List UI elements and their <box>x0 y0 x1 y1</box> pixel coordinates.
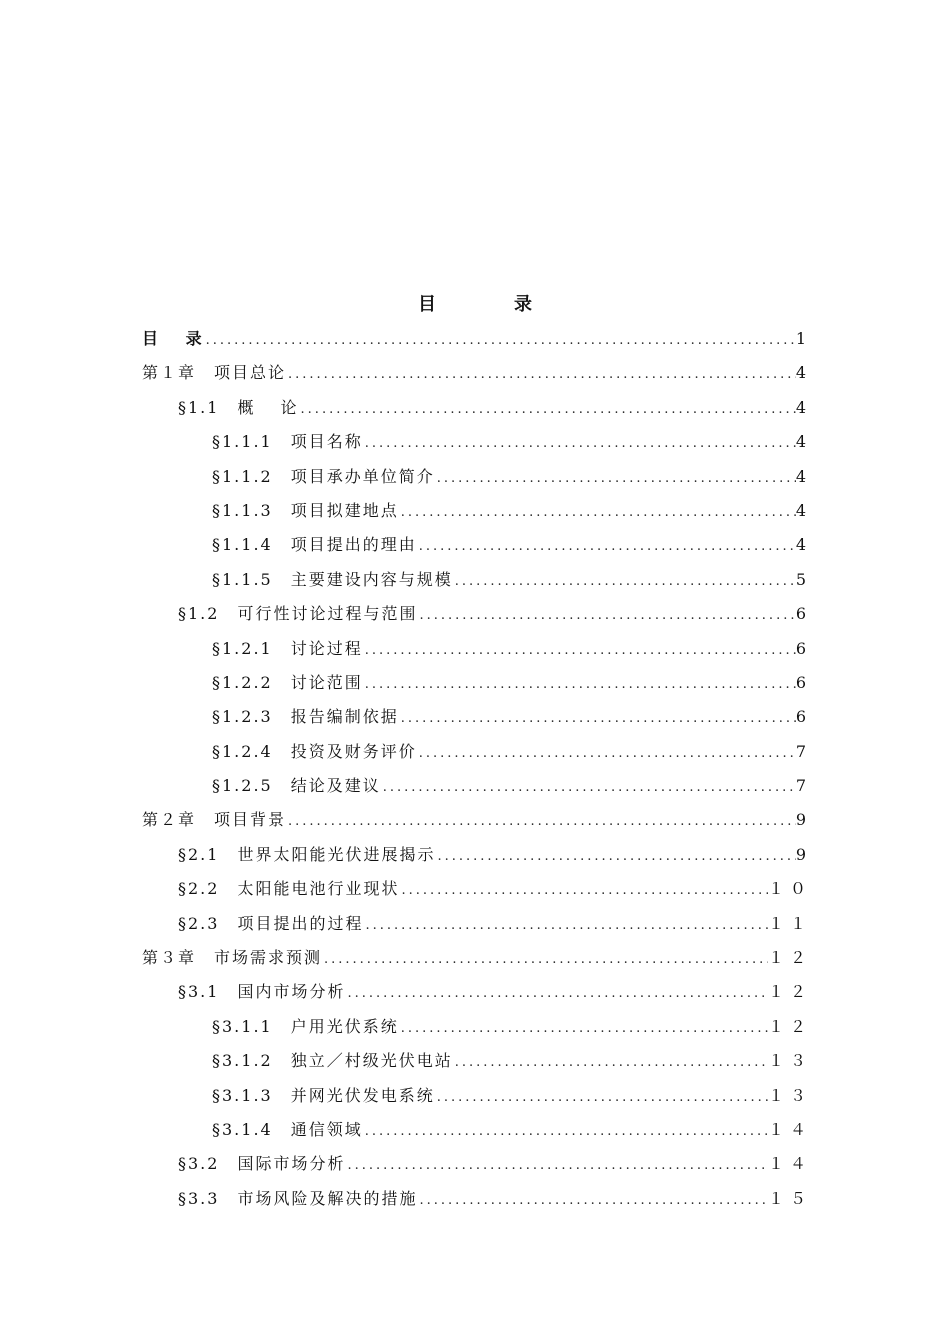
table-of-contents <box>142 322 812 1216</box>
toc-dot-leader <box>399 702 796 736</box>
toc-entry-label: §2.3 项目提出的过程 <box>178 913 364 933</box>
toc-dot-leader <box>435 840 795 874</box>
toc-dot-leader <box>363 634 796 668</box>
toc-dot-leader <box>399 874 768 908</box>
toc-entry-label: §1.1.3 项目拟建地点 <box>212 500 399 520</box>
toc-dot-leader <box>286 358 796 392</box>
toc-entry-label: §3.1.2 独立／村级光伏电站 <box>212 1051 453 1071</box>
toc-entry[interactable] <box>142 872 812 906</box>
toc-entry-label: 第２章 项目背景 <box>142 810 287 830</box>
toc-entry-page: １３ <box>767 1051 812 1071</box>
toc-entry-page: 4 <box>795 363 812 383</box>
toc-dot-leader <box>381 771 796 805</box>
toc-entry-page: １２ <box>767 1016 812 1036</box>
toc-entry-label: §2.2 太阳能电池行业现状 <box>178 879 400 899</box>
toc-entry-page: 4 <box>795 397 812 417</box>
toc-entry[interactable] <box>142 632 812 666</box>
toc-entry-page: １２ <box>767 948 812 968</box>
toc-dot-leader <box>299 393 796 427</box>
toc-entry[interactable] <box>142 838 812 872</box>
toc-entry-label: §1.1.4 项目提出的理由 <box>212 535 417 555</box>
toc-entry-page: １２ <box>767 982 812 1002</box>
toc-entry[interactable] <box>142 975 812 1009</box>
toc-entry-label: §3.1.1 户用光伏系统 <box>212 1016 399 1036</box>
toc-entry-page: 7 <box>795 776 812 796</box>
toc-entry-page: １４ <box>767 1119 812 1139</box>
toc-entry-page: １１ <box>767 913 812 933</box>
toc-entry[interactable] <box>142 1079 812 1113</box>
toc-entry-label: §3.3 市场风险及解决的措施 <box>178 1188 418 1208</box>
toc-entry[interactable] <box>142 356 812 390</box>
toc-entry-page: 6 <box>795 707 812 727</box>
toc-entry-page: 9 <box>795 844 812 864</box>
toc-entry-label: §1.2.2 讨论范围 <box>212 672 363 692</box>
toc-dot-leader <box>286 805 796 839</box>
toc-entry-page: 6 <box>795 638 812 658</box>
toc-entry-label: §1.1.2 项目承办单位简介 <box>212 466 435 486</box>
toc-dot-leader <box>363 668 796 702</box>
toc-dot-leader <box>322 943 768 977</box>
toc-entry[interactable] <box>142 666 812 700</box>
toc-entry-page: １４ <box>767 1154 812 1174</box>
toc-entry[interactable] <box>142 803 812 837</box>
page-title: 目 录 <box>418 294 562 315</box>
toc-dot-leader <box>417 1184 768 1218</box>
toc-entry-page: 6 <box>795 604 812 624</box>
toc-dot-leader <box>417 599 795 633</box>
toc-dot-leader <box>363 909 768 943</box>
toc-entry-label: §1.2 可行性讨论过程与范围 <box>178 604 418 624</box>
toc-entry[interactable] <box>142 1182 812 1216</box>
toc-entry-page: 4 <box>795 466 812 486</box>
toc-entry-page: 4 <box>795 500 812 520</box>
toc-dot-leader <box>345 1149 768 1183</box>
toc-dot-leader <box>453 1046 768 1080</box>
toc-dot-leader <box>435 462 796 496</box>
toc-entry-page: １５ <box>767 1188 812 1208</box>
toc-entry-label: §1.2.5 结论及建议 <box>212 776 381 796</box>
toc-entry[interactable] <box>142 1010 812 1044</box>
toc-entry[interactable] <box>142 597 812 631</box>
toc-entry[interactable] <box>142 391 812 425</box>
toc-entry[interactable] <box>142 494 812 528</box>
toc-entry-page: 1 <box>795 329 812 348</box>
toc-entry-label: §1.2.1 讨论过程 <box>212 638 363 658</box>
toc-entry-label: §1.2.3 报告编制依据 <box>212 707 399 727</box>
toc-entry-label: §3.1.4 通信领域 <box>212 1119 363 1139</box>
toc-entry-page: 7 <box>795 741 812 761</box>
toc-entry-label: §3.1.3 并网光伏发电系统 <box>212 1085 435 1105</box>
toc-entry-label: §3.2 国际市场分析 <box>178 1154 346 1174</box>
toc-entry-label: 第３章 市场需求预测 <box>142 948 323 968</box>
toc-dot-leader <box>417 530 796 564</box>
toc-entry-label: §1.1.1 项目名称 <box>212 432 363 452</box>
toc-entry[interactable] <box>142 563 812 597</box>
toc-dot-leader <box>399 496 796 530</box>
toc-entry-label: §3.1 国内市场分析 <box>178 982 346 1002</box>
toc-entry[interactable] <box>142 528 812 562</box>
toc-entry[interactable] <box>142 1113 812 1147</box>
toc-entry-label: 第１章 项目总论 <box>142 363 287 383</box>
toc-dot-leader <box>363 427 796 461</box>
toc-dot-leader <box>363 1115 768 1149</box>
toc-entry[interactable] <box>142 769 812 803</box>
toc-entry[interactable] <box>142 425 812 459</box>
toc-entry-page: 9 <box>795 810 812 830</box>
toc-entry-label: 目 录 <box>142 329 204 348</box>
toc-entry-page: １０ <box>767 879 812 899</box>
toc-entry[interactable] <box>142 907 812 941</box>
toc-entry-page: 4 <box>795 535 812 555</box>
toc-entry[interactable] <box>142 1044 812 1078</box>
toc-dot-leader <box>417 737 796 771</box>
toc-dot-leader <box>453 565 796 599</box>
toc-entry-label: §2.1 世界太阳能光伏进展揭示 <box>178 844 436 864</box>
toc-entry[interactable] <box>142 735 812 769</box>
toc-entry[interactable] <box>142 941 812 975</box>
toc-entry-page: 6 <box>795 672 812 692</box>
toc-entry-label: §1.1.5 主要建设内容与规模 <box>212 569 453 589</box>
toc-entry[interactable] <box>142 322 812 356</box>
toc-dot-leader <box>399 1012 768 1046</box>
toc-entry-page: １３ <box>767 1085 812 1105</box>
toc-entry-page: 5 <box>795 569 812 589</box>
toc-entry-label: §1.2.4 投资及财务评价 <box>212 741 417 761</box>
toc-entry[interactable] <box>142 460 812 494</box>
toc-dot-leader <box>204 324 796 358</box>
toc-dot-leader <box>345 977 768 1011</box>
toc-entry-page: 4 <box>795 432 812 452</box>
toc-dot-leader <box>435 1081 768 1115</box>
toc-entry[interactable] <box>142 700 812 734</box>
toc-entry[interactable] <box>142 1147 812 1181</box>
toc-entry-label: §1.1 概 论 <box>178 397 299 417</box>
